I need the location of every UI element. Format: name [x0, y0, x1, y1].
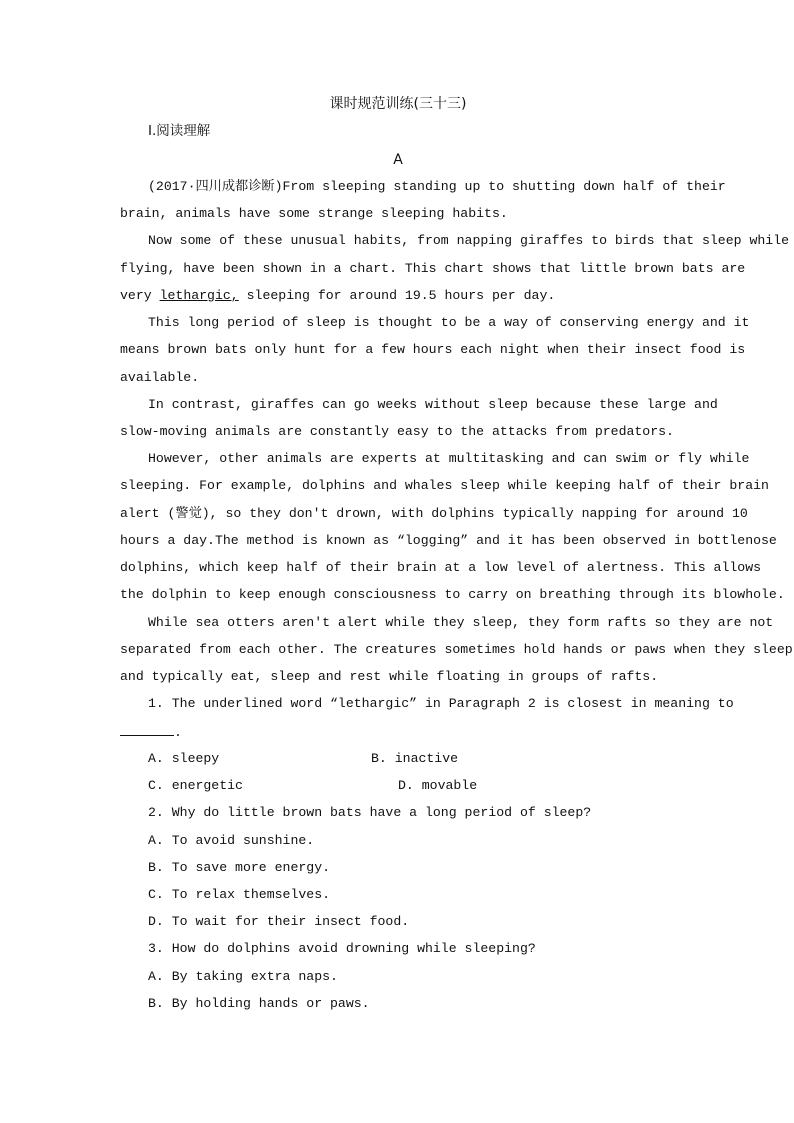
question-3-option-b: B. By holding hands or paws. [148, 996, 370, 1011]
paragraph-2-line-2: flying, have been shown in a chart. This chart shows that little brown bats are [120, 261, 746, 276]
paragraph-5-line-5: dolphins, which keep half of their brain at a low level of alertness. This allows [120, 560, 762, 575]
paragraph-4-line-2: slow-moving animals are constantly easy to the attacks from predators. [120, 424, 674, 439]
paragraph-6-line-2: separated from each other. The creatures sometimes hold hands or paws when they sleep [120, 642, 793, 657]
paragraph-5-line-1: However, other animals are experts at multitasking and can swim or fly while [148, 451, 750, 466]
option-d: D. movable [398, 778, 478, 793]
paragraph-3-line-2: means brown bats only hunt for a few hours each night when their insect food is [120, 342, 746, 357]
paragraph-3-line-3: available. [120, 370, 200, 385]
question-2-option-a: A. To avoid sunshine. [148, 833, 315, 848]
paragraph-5-line-6: the dolphin to keep enough consciousness to carry on breathing through its blowhole. [120, 587, 785, 602]
option-a: A. sleepy [148, 751, 220, 766]
paragraph-3-line-1: This long period of sleep is thought to be a way of conserving energy and it [148, 315, 750, 330]
passage-label: A [393, 152, 403, 168]
question-1-blank-line [120, 723, 676, 741]
question-2-option-d: D. To wait for their insect food. [148, 914, 410, 929]
paragraph-5-line-2: sleeping. For example, dolphins and whales sleep while keeping half of their brain [120, 478, 769, 493]
question-2-option-b: B. To save more energy. [148, 860, 331, 875]
question-2-stem: 2. Why do little brown bats have a long period of sleep? [148, 805, 592, 820]
section-heading: Ⅰ.阅读理解 [148, 123, 211, 139]
paragraph-2-line-3 [120, 288, 676, 304]
option-c: C. energetic [148, 778, 243, 793]
question-3-option-a: A. By taking extra naps. [148, 969, 338, 984]
paragraph-2-text-before: very [120, 288, 160, 303]
paragraph-6-line-3: and typically eat, sleep and rest while floating in groups of rafts. [120, 669, 659, 684]
question-3-stem: 3. How do dolphins avoid drowning while sleeping? [148, 941, 536, 956]
question-1-stem: 1. The underlined word “lethargic” in Paragraph 2 is closest in meaning to [148, 696, 734, 711]
option-b: B. inactive [371, 751, 459, 766]
question-2-option-c: C. To relax themselves. [148, 887, 331, 902]
paragraph-2-line-1: Now some of these unusual habits, from napping giraffes to birds that sleep while [148, 233, 790, 248]
paragraph-6-line-1: While sea otters aren't alert while they sleep, they form rafts so they are not [148, 615, 774, 630]
paragraph-1-line-2: brain, animals have some strange sleeping habits. [120, 206, 508, 221]
answer-blank [120, 723, 174, 736]
paragraph-5-line-4: hours a day.The method is known as “logging” and it has been observed in bottlenose [120, 533, 777, 548]
paragraph-2-text-after: sleeping for around 19.5 hours per day. [238, 288, 556, 303]
paragraph-5-line-3: alert (警觉), so they don't drown, with dolphins typically napping for around 10 [120, 506, 748, 521]
page-title: 课时规范训练(三十三) [329, 96, 467, 112]
underlined-word: lethargic, [159, 288, 239, 303]
paragraph-1-line-1: (2017·四川成都诊断)From sleeping standing up to shutting down half of their [148, 179, 726, 194]
paragraph-4-line-1: In contrast, giraffes can go weeks without sleep because these large and [148, 397, 718, 412]
question-1-stem-end: . [174, 725, 182, 740]
